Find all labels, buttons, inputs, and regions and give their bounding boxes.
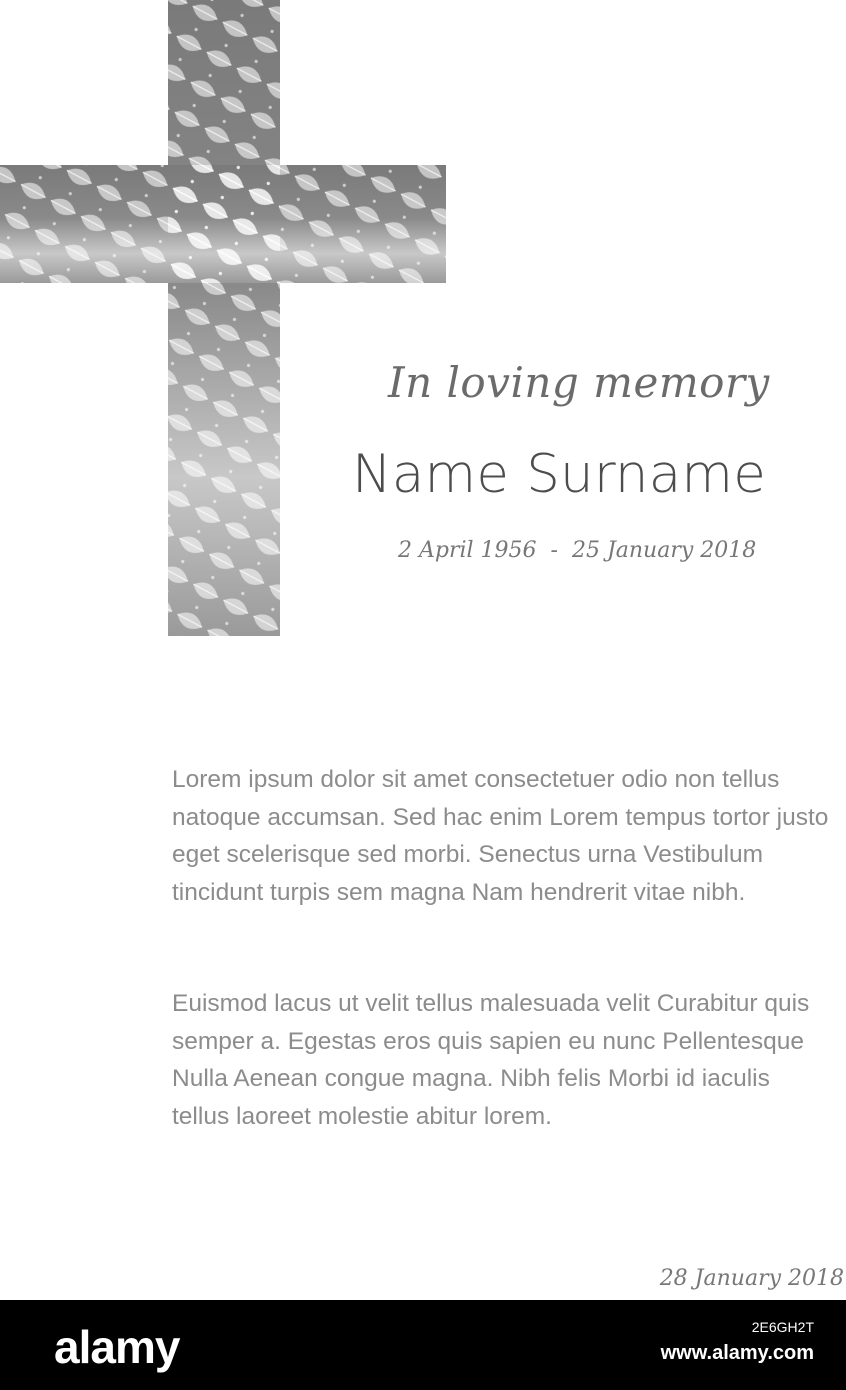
image-id: 2E6GH2T [751, 1319, 814, 1335]
brand-url: www.alamy.com [660, 1342, 814, 1364]
watermark-banner [0, 1300, 846, 1390]
deceased-name: Name Surname [352, 444, 767, 505]
image-info [661, 1314, 814, 1366]
body-paragraph-2: Euismod lacus ut velit tellus malesuada velit Curabitur quis semper a. Egestas eros quis sapien eu nunc Pellentesque Nulla Aenean congue magna. Nibh felis Morbi id iaculis tellus laoreet molestie abitur lorem. [172, 990, 810, 1130]
life-dates [398, 538, 818, 563]
footer-date: 28 January 2018 [659, 1266, 844, 1291]
birth-date: 2 April 1956 [398, 538, 537, 563]
death-date: 25 January 2018 [571, 538, 757, 563]
brand-logo: alamy [54, 1321, 180, 1373]
date-separator: - [550, 538, 558, 563]
floral-cross-icon [0, 0, 446, 636]
memorial-heading: In loving memory [388, 358, 770, 407]
body-paragraph-1: Lorem ipsum dolor sit amet consectetuer odio non tellus natoque accumsan. Sed hac enim Lorem tempus tortor justo eget scelerisque sed morbi. Senectus urna Vestibulum tincidunt turpis sem magna Nam hendrerit vitae nibh. [172, 766, 829, 906]
